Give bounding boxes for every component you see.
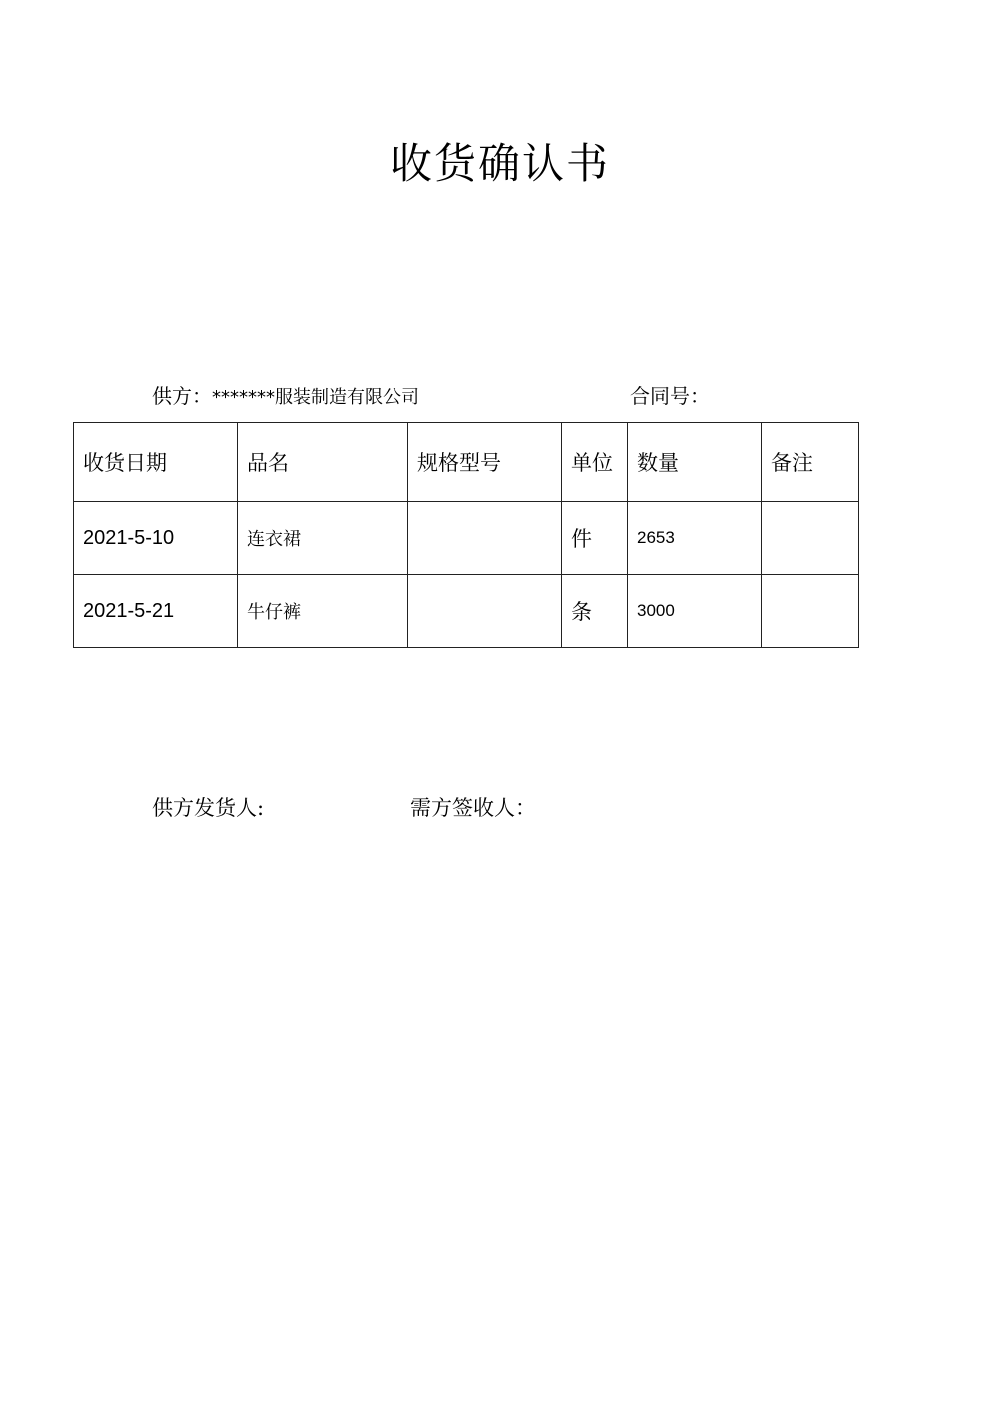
column-header-product-name: 品名: [238, 423, 408, 502]
contract-number-label: 合同号：: [630, 384, 710, 408]
cell-product-name: 牛仔裤: [238, 575, 408, 648]
supplier-name: *******服装制造有限公司: [212, 387, 419, 408]
cell-receive-date: 2021-5-21: [74, 575, 238, 648]
document-title: 收货确认书: [389, 139, 610, 188]
column-header-unit: 单位: [562, 423, 628, 502]
column-header-quantity: 数量: [628, 423, 762, 502]
supplier-line: [152, 382, 419, 412]
cell-receive-date: 2021-5-10: [74, 502, 238, 575]
cell-remarks: [762, 502, 859, 575]
cell-quantity: 3000: [628, 575, 762, 648]
column-header-receive-date: 收货日期: [74, 423, 238, 502]
column-header-spec-model: 规格型号: [408, 423, 562, 502]
table-row: [74, 502, 859, 575]
cell-unit: 件: [562, 502, 628, 575]
column-header-remarks: 备注: [762, 423, 859, 502]
cell-spec-model: [408, 575, 562, 648]
cell-product-name: 连衣裙: [238, 502, 408, 575]
table-row: [74, 575, 859, 648]
receiver-signature-label: 需方签收人：: [410, 796, 536, 820]
receipt-table: [73, 422, 859, 648]
supplier-label: 供方：: [152, 384, 212, 408]
shipper-signature-label: 供方发货人:: [152, 796, 265, 820]
cell-remarks: [762, 575, 859, 648]
table-header-row: [74, 423, 859, 502]
cell-quantity: 2653: [628, 502, 762, 575]
cell-spec-model: [408, 502, 562, 575]
cell-unit: 条: [562, 575, 628, 648]
